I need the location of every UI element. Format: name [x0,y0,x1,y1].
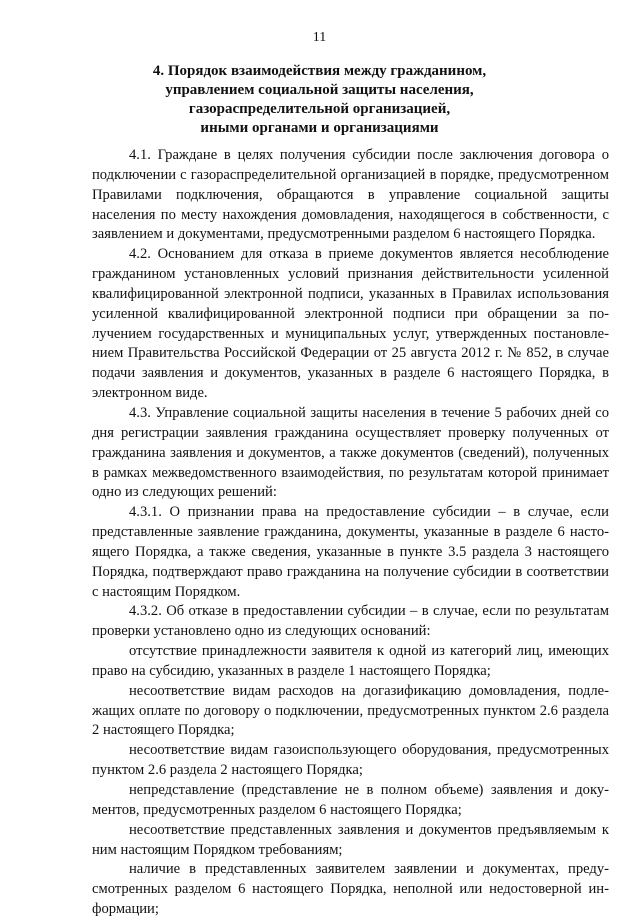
paragraph-4-2: 4.2. Основанием для отказа в приеме документов является несоблюдение гражданином установленных условий признания действительности усиленной квалифицированной электронной подписи, указанных в Правилах использования усиленной квалифицированной электронной подписи при обращении за получением государственных и муниципальных услуг, утвержденных постановлением Правительства Российской Федерации от 25 августа 2012 г. № 852, в случае подачи заявления и документов, указанных в разделе 6 настоящего Порядка, в электронном виде. [92,246,609,402]
body-text [92,146,609,920]
refusal-ground-item: непредставление (представление не в полном объеме) заявления и документов, предусмотренных разделом 6 настоящего Порядка; [92,782,609,818]
paragraph-4-3-1: 4.3.1. О признании права на предоставление субсидии – в случае, если представленные заявление гражданина, документы, указанные в разделе 6 настоящего Порядка, а также сведения, указанные в пункте 3.5 раздела 3 настоящего Порядка, подтверждают право гражданина на получение субсидии в соответствии с настоящим Порядком. [92,504,609,600]
refusal-ground-item: несоответствие представленных заявления и документов предъявляемым к ним настоящим Порядком требованиям; [92,821,609,858]
refusal-ground-item: отсутствие принадлежности заявителя к одной из категорий лиц, имеющих право на субсидию, указанных в разделе 1 настоящего Порядка; [92,643,609,679]
heading-line: 4. Порядок взаимодействия между гражданином, [152,63,487,79]
heading-line: иными органами и организациями [200,120,439,136]
heading-line: управлением социальной защиты населения, [165,82,474,98]
paragraph-4-3: 4.3. Управление социальной защиты населения в течение 5 рабочих дней со дня регистрации заявления гражданина осуществляет проверку полученных от гражданина заявления и документов, а также документов (сведений), полученных в рамках межведомственного взаимодействия, по результатам которой принимает одно из следующих решений: [92,404,609,501]
paragraph-4-1: 4.1. Граждане в целях получения субсидии после заключения договора о подключении с газораспределительной организацией в порядке, предусмотренном Правилами подключения, обращаются в управление социальной защиты населения по месту нахождения домовладения, находящегося в собственности, с заявлением и документами, предусмотренными разделом 6 настоящего Порядка. [92,147,609,243]
paragraph-4-3-2: 4.3.2. Об отказе в предоставлении субсидии – в случае, если по результатам проверки установлено одно из следующих оснований: [92,603,609,640]
refusal-ground-item: несоответствие видам расходов на догазификацию домовладения, подлежащих оплате по договору о подключении, предусмотренных пунктом 2.6 раздела 2 настоящего Порядка; [92,682,609,739]
section-heading [96,62,543,138]
page-number: 11 [312,30,327,45]
refusal-ground-item: несоответствие видам газоиспользующего оборудования, предусмотренных пунктом 2.6 раздела 2 настоящего Порядка; [92,742,609,779]
refusal-ground-item: наличие в представленных заявителем заявлении и документах, предусмотренных разделом 6 настоящего Порядка, неполной или недостоверной информации; [92,861,609,918]
heading-line: газораспределительной организацией, [188,101,451,117]
